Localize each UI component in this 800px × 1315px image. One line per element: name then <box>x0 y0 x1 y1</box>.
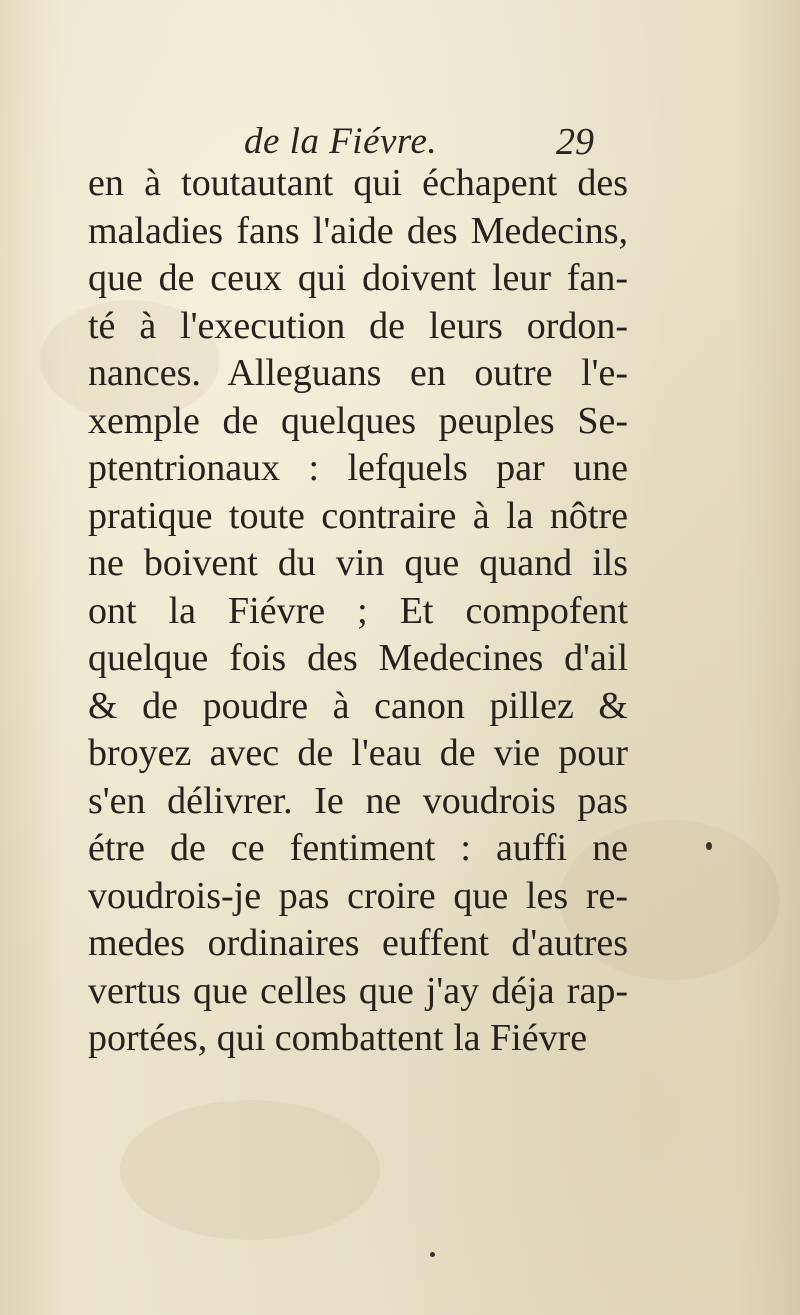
paper-stain <box>120 1100 380 1240</box>
body-text <box>88 160 628 1063</box>
text-line: étre de ce fentiment : auffi ne <box>88 827 628 869</box>
text-line: en à toutautant qui échapent des <box>88 162 628 204</box>
text-line: broyez avec de l'eau de vie pour <box>88 732 628 774</box>
text-line: voudrois-je pas croire que les re- <box>88 874 628 917</box>
running-title: de la Fiévre. <box>244 121 438 162</box>
text-line: ptentrionaux : lefquels par une <box>88 447 628 489</box>
text-line: nances. Alleguans en outre l'e- <box>88 352 628 394</box>
text-line: s'en délivrer. Ie ne voudrois pas <box>88 779 628 822</box>
ink-speck <box>706 842 712 850</box>
text-line: té à l'execution de leurs ordon- <box>88 304 628 347</box>
text-line: que de ceux qui doivent leur fan- <box>88 257 628 299</box>
text-line: pratique toute contraire à la nôtre <box>88 494 628 537</box>
text-line: xemple de quelques peuples Se- <box>88 399 628 442</box>
text-line: ont la Fiévre ; Et compofent <box>88 589 628 632</box>
text-line: maladies fans l'aide des Medecins, <box>88 209 628 252</box>
ink-speck <box>430 1252 435 1257</box>
text-line: ne boivent du vin que quand ils <box>88 542 628 584</box>
text-line: vertus que celles que j'ay déja rap- <box>88 969 628 1012</box>
text-line: & de poudre à canon pillez & <box>88 684 628 727</box>
text-line: quelque fois des Medecines d'ail <box>88 637 628 679</box>
page-number: 29 <box>556 121 594 163</box>
text-line: portées, qui combattent la Fiévre <box>88 1017 588 1059</box>
text-line: medes ordinaires euffent d'autres <box>88 922 628 964</box>
